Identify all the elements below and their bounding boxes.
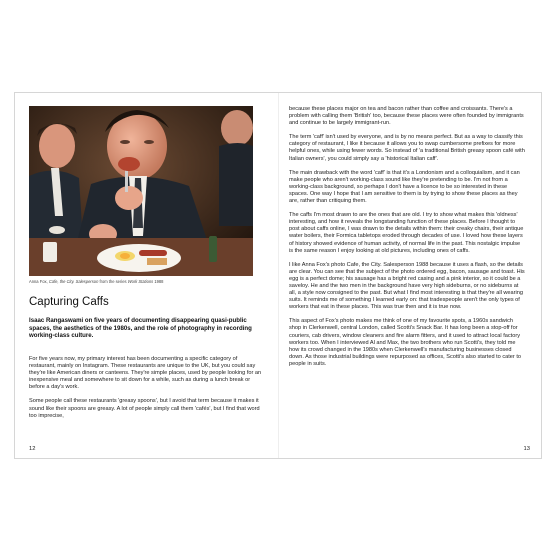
body-paragraph: The main drawback with the word 'caff' is that it's a Londonism and a colloquialism, and it can make people who aren't working-class sound like they're pretending to be. I'm not from a working-class background, so perhaps I don't have a licence to be so interested in these spaces. One way I hope that I am sensitive to them is by trying to show these places as they are, rather than critiquing them.	[289, 169, 520, 205]
caption-series-prefix: from the series	[99, 279, 127, 284]
body-paragraph: The term 'caff' isn't used by everyone, and is by no means perfect. But as a way to classify this category of restaurant, I like it because it allows you to swap cumbersome prefixes for more helpful ones, while using fewer words. So instead of 'a traditional British greasy spoon café with Italian owners', you could simply say a 'historical Italian caff'.	[289, 134, 525, 162]
cafe-photo	[29, 106, 253, 276]
caption-author: Anna Fox	[29, 279, 47, 284]
caption-year: 1988	[154, 279, 164, 284]
body-paragraph: Some people call these restaurants 'greasy spoons', but I avoid that term because it makes it sound like their spoons are greasy. A lot of people simply call them 'cafés', but I find that word too imprecise,	[29, 398, 260, 419]
right-body-text	[289, 106, 525, 375]
body-paragraph: because these places major on tea and bacon rather than coffee and croissants. There's a problem with calling them 'British' too, because these places were often founded by immigrants and continue to be largely immigrant-run.	[289, 106, 524, 127]
right-page	[279, 93, 542, 458]
body-paragraph: The caffs I'm most drawn to are the ones that are old. I try to show what makes this 'oldness' interesting, and how it reveals the longstanding function of these places. Before I thought to post about caffs online, I was drawn to the details within them: their creaky chairs, their antique water boilers, their Formica tabletops eroded through decades of use. I loved how these layers of history showed evidence of human activity, of normal life in the past. This nostalgic impulse is the same reason I enjoy looking at old pictures, including ones of caffs.	[289, 212, 524, 254]
article-heading: Capturing Caffs	[29, 296, 109, 308]
page-number-right: 13	[523, 446, 530, 452]
photo-caption: Anna Fox, Cafe, the City. Salesperson from the series Work Stations 1988	[29, 279, 164, 284]
body-paragraph: I like Anna Fox's photo Cafe, the City. Salesperson 1988 because it uses a flash, so the details are clear. You can see that the subject of the photo ordered egg, bacon, sausage and toast. His egg is a perfect dome; his sausage has a bright red casing and a pink interior, so it could be a saveloy. He and the two men in the background have very high sideburns, or no sideburns at all, a style now consigned to the past. But what I find most interesting is that they're all wearing suits. It reminds me of something I learned early on: that tradespeople aren't the only types of workers that eat in these places. This was true then and it is true now.	[289, 261, 525, 311]
body-paragraph: For five years now, my primary interest has been documenting a specific category of restaurant, mainly on Instagram. These restaurants are unique to the UK, but you could say they're like American diners or canteens. They're simple places, used by people looking for an inexpensive meal and somewhere to sit down for a while, such as during a lunch break or before a day's work.	[29, 356, 262, 391]
article-intro: Isaac Rangaswami on five years of documenting disappearing quasi-public spaces, the aesthetics of the 1980s, and the role of photography in recording working-class culture.	[29, 317, 252, 340]
caption-series: Work Stations	[127, 279, 154, 284]
body-paragraph: This aspect of Fox's photo makes me think of one of my favourite spots, a 1960s sandwich shop in Clerkenwell, central London, called Scotti's Snack Bar. It has long been a stop-off for couriers, cab drivers, window cleaners and fire alarm fitters, and it used to attract local factory workers too. When I interviewed Al and Max, the two brothers who run Scotti's, they told me how its crowd changed in the 1980s when Clerkenwell's manufacturing businesses closed down. As those industrial buildings were repurposed as offices, Scotti's also started to cater to people in suits.	[289, 318, 521, 367]
book-spread	[14, 92, 542, 459]
left-page	[15, 93, 278, 458]
left-body-text	[29, 356, 265, 427]
caption-title: Cafe, the City. Salesperson	[48, 279, 99, 284]
page-number-left: 12	[29, 446, 36, 452]
cafe-photo-illustration	[29, 106, 253, 276]
